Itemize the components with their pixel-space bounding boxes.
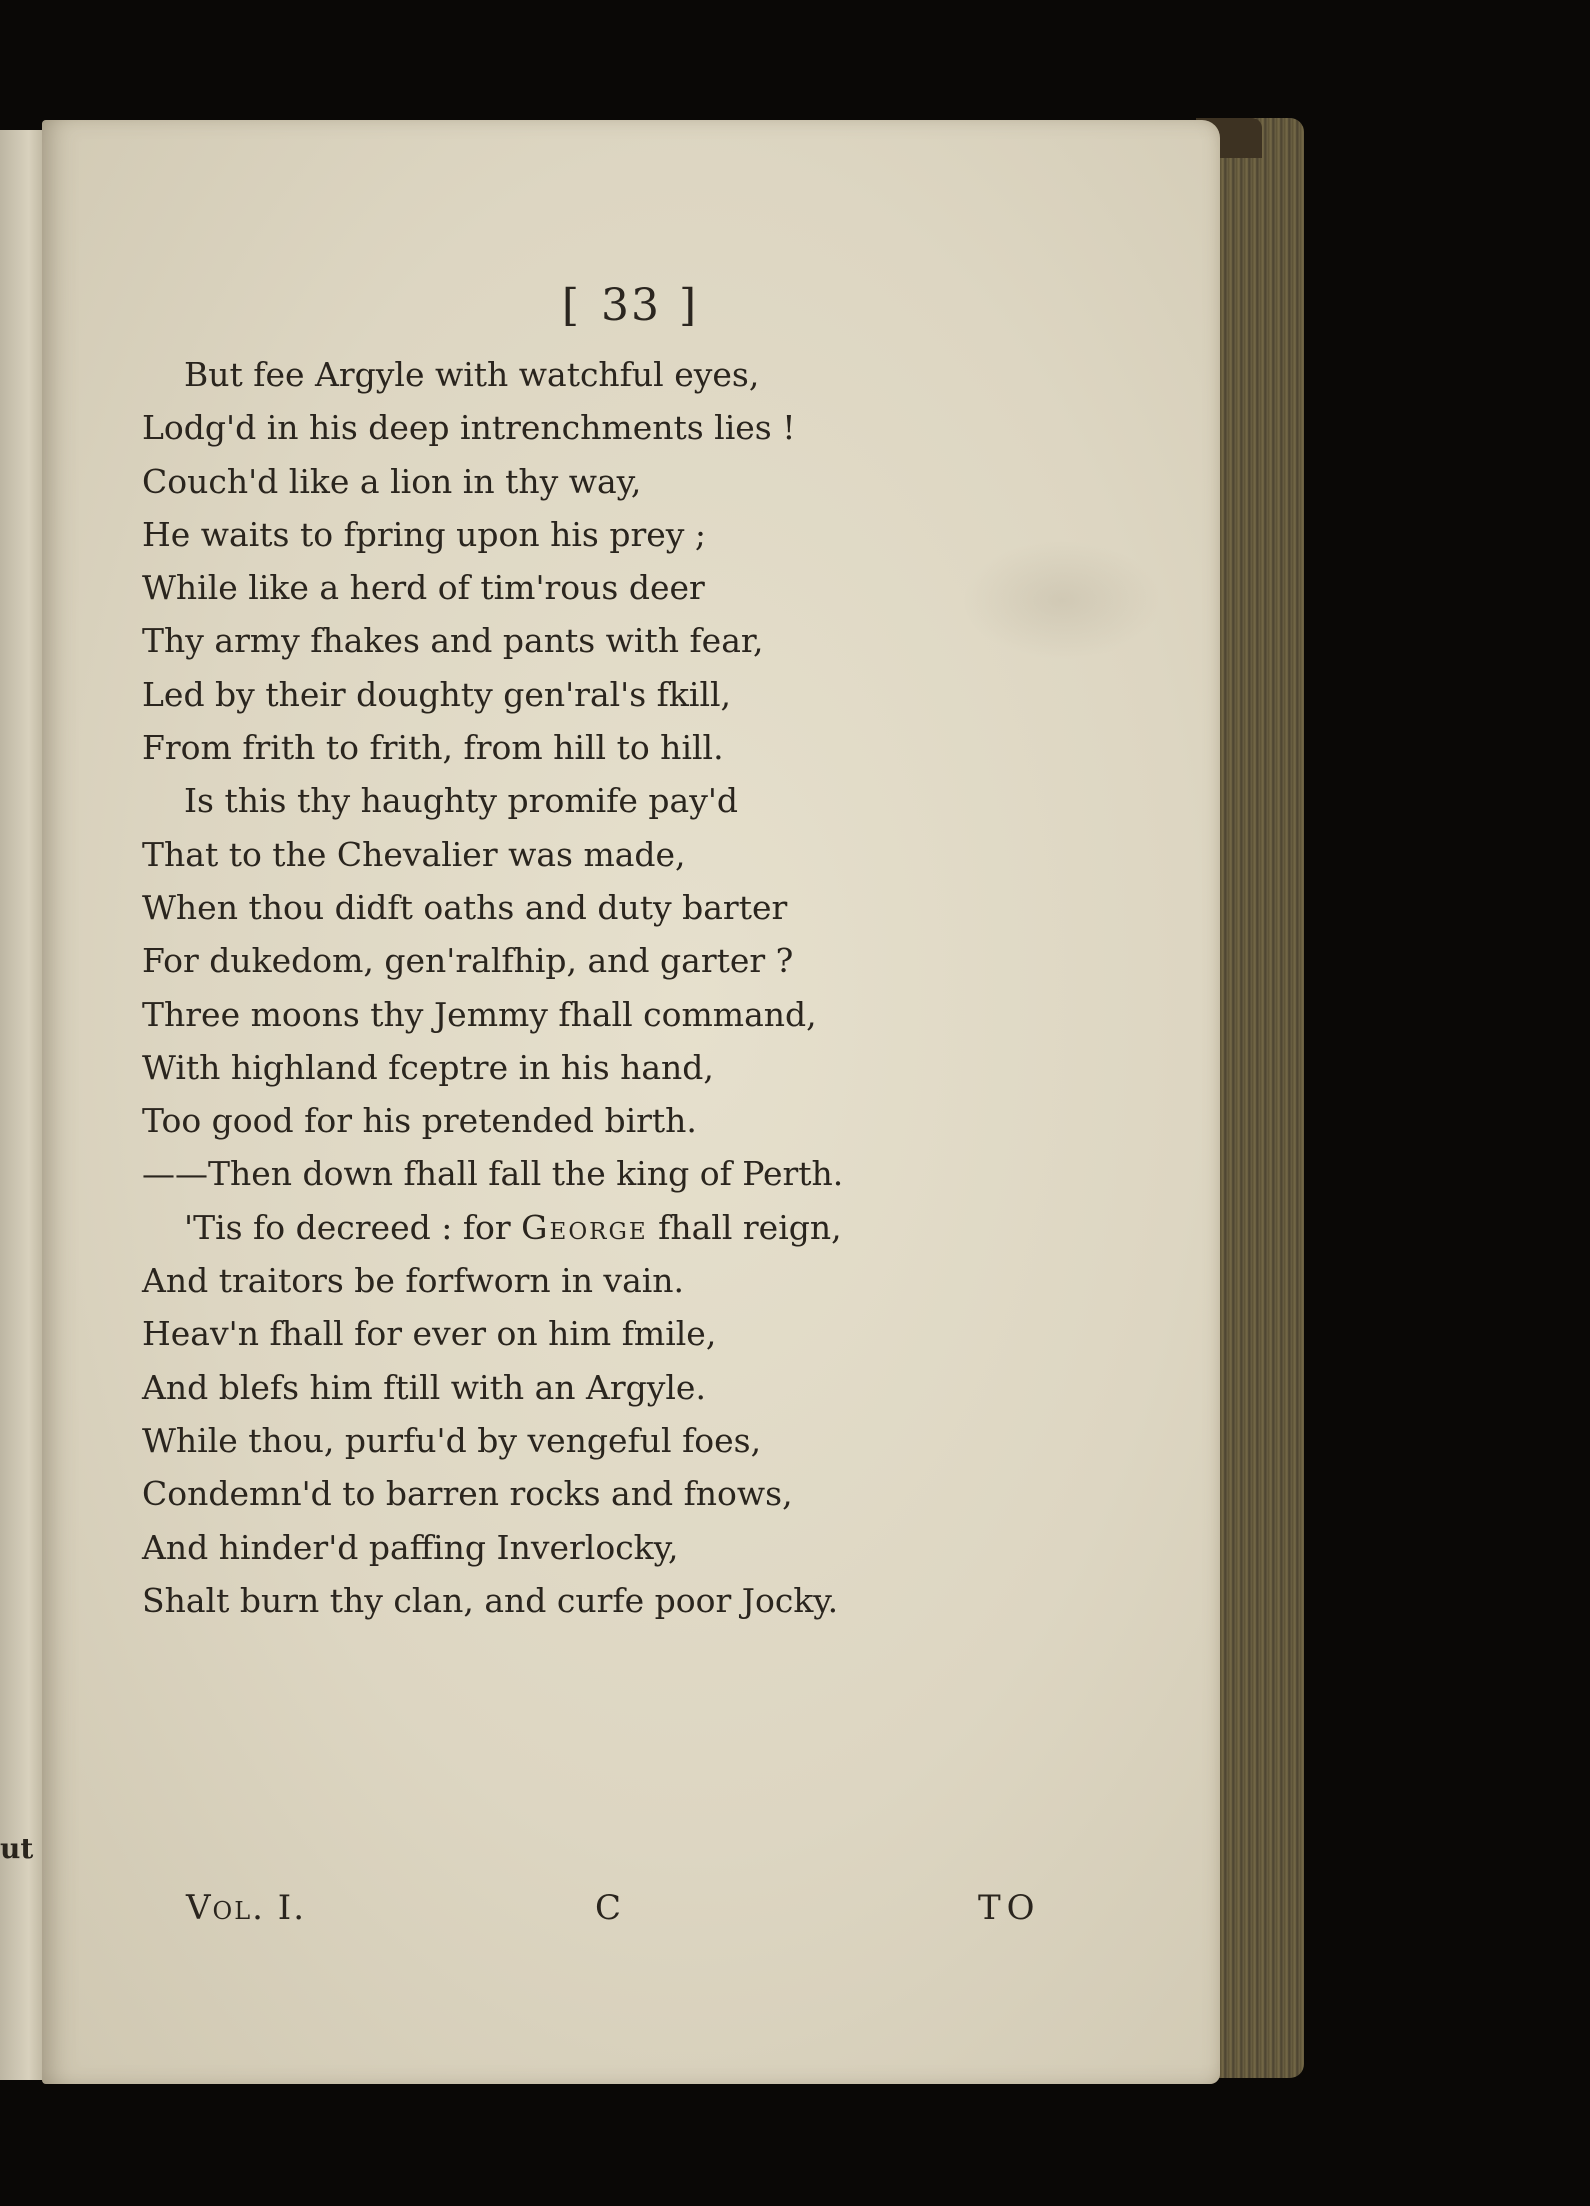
catchword: TO [978, 1888, 1041, 1928]
poem-line: And blefs him ftill with an Argyle. [142, 1367, 706, 1407]
poem-line: Shalt burn thy clan, and curfe poor Jocky. [142, 1580, 839, 1620]
poem-line: Lodg'd in his deep intrenchments lies ! [142, 408, 796, 448]
poem-line: Couch'd like a lion in thy way, [142, 461, 642, 501]
poem-line: Heav'n fhall for ever on him fmile, [142, 1314, 717, 1354]
book-fore-edge [1212, 118, 1304, 2078]
poem-line: While like a herd of tim'rous deer [142, 568, 705, 608]
poem-line: ——Then down fhall fall the king of Perth. [142, 1154, 844, 1194]
poem-line-smallcaps: George [521, 1207, 648, 1247]
poem-line: He waits to fpring upon his prey ; [142, 514, 707, 554]
poem-line-part: 'Tis fo decreed : for [184, 1207, 522, 1247]
page-number: 33 [601, 280, 661, 331]
book-page [42, 120, 1220, 2084]
poem-line [142, 1201, 1142, 1254]
poem-line: Condemn'd to barren rocks and fnows, [142, 1474, 793, 1514]
poem-text [142, 348, 1142, 1627]
poem-line: Thy army fhakes and pants with fear, [142, 621, 764, 661]
page-header [42, 280, 1220, 331]
poem-line: Is this thy haughty promife pay'd [184, 781, 739, 821]
poem-line: Three moons thy Jemmy fhall command, [142, 994, 817, 1034]
left-page-fragment: ut [0, 1832, 34, 1865]
poem-line: Too good for his pretended birth. [142, 1101, 697, 1141]
poem-line: But fee Argyle with watchful eyes, [184, 355, 760, 394]
poem-line: While thou, purfu'd by vengeful foes, [142, 1420, 762, 1460]
volume-label: Vol. I. [186, 1888, 307, 1928]
poem-line: And hinder'd paffing Inverlocky, [142, 1527, 679, 1567]
close-bracket: ] [679, 280, 701, 331]
poem-line: And traitors be forfworn in vain. [142, 1261, 685, 1301]
poem-line: Led by their doughty gen'ral's fkill, [142, 674, 732, 714]
left-page-edge [0, 130, 48, 2080]
poem-line: That to the Chevalier was made, [142, 834, 686, 874]
open-bracket: [ [561, 280, 583, 331]
poem-line-part: fhall reign, [647, 1207, 842, 1247]
signature-mark: C [595, 1888, 622, 1928]
poem-line: From frith to frith, from hill to hill. [142, 728, 724, 768]
poem-line: With highland fceptre in his hand, [142, 1047, 714, 1087]
poem-line: When thou didft oaths and duty barter [142, 887, 788, 927]
poem-line: For dukedom, gen'ralfhip, and garter ? [142, 941, 794, 981]
